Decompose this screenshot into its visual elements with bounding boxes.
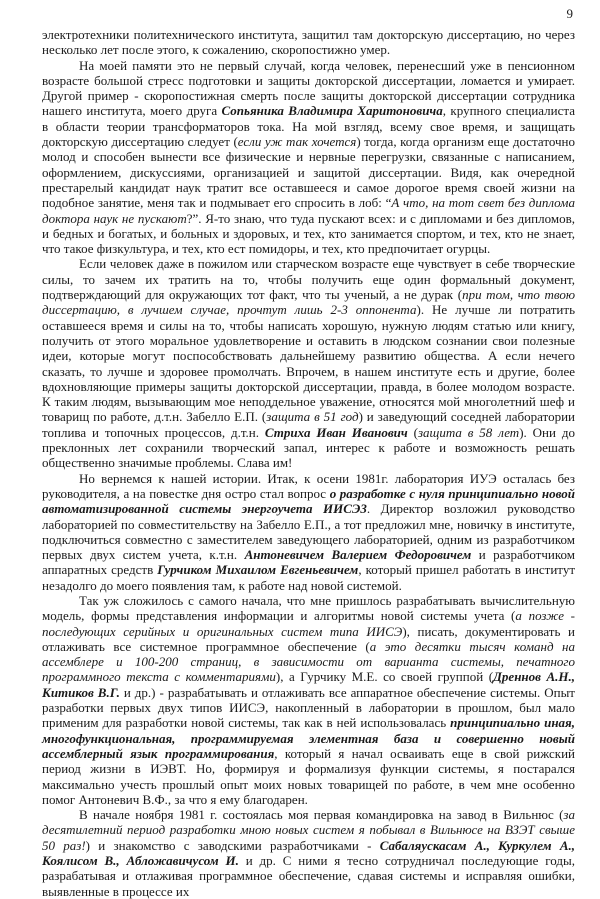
text-run: Но вернемся к нашей истории. Итак, к осени 1981г. лаборатория ИУЭ осталась без руководителя, а на повестке дня остро стал вопрос [42, 470, 575, 501]
paragraph [42, 256, 575, 470]
bold-italic-text: Сопьяника Владимира Харитоновича [221, 103, 443, 119]
text-run: . Директор возложил руководство лабораторией по совместительству на Забелло Е.П., а тот предложил мне, новичку в институте, подключиться совместно с заместителем заведующего лабораторией, одним из разработчиком первых двух систем учета, к.т.н. [42, 501, 575, 563]
text-run: ( [407, 424, 418, 440]
bold-italic-text: Дреннов А.Н., Китиков В.Г. [42, 669, 575, 700]
text-run: , который я начал осваивать еще в свой рижский период жизни в ИЭВТ. Но, формируя и формализуя функции системы, я постарался максимально учесть прошлый опыт моих новых товарищей по работе, в чем мне особенно помог Антоневич В.Ф., за что я ему благодарен. [42, 745, 576, 807]
italic-text: защита в 51 год [266, 409, 359, 425]
text-run: , крупного специалиста в области теории трансформаторов тока. На мой взгляд, всему свое время, и защищать докторскую диссертацию следует ( [42, 103, 576, 150]
text-run: На моей памяти это не первый случай, когда человек, перенесший уже в пенсионном возрасте большой стресс подготовки и защиты докторской диссертации, ломается и умирает. Другой пример - скоропостижная смерть после защиты докторской диссертации сотрудника нашего института, моего друга [42, 57, 575, 119]
paragraph [42, 27, 575, 58]
text-run: и разработчиком аппаратных средств [42, 547, 575, 578]
italic-text: за десятилетний период разработки мною новых систем я побывал в Вильнюсе на ВЗЭТ свыше 50 раз! [42, 807, 575, 853]
text-run: электротехники политехнического института, защитил там докторскую диссертацию, но через несколько лет после этого, к сожалению, скоропостижно умер. [42, 27, 575, 58]
bold-italic-text: Гурчиком Михаилом Евгеньевичем [157, 562, 359, 578]
page-number: 9 [566, 6, 573, 21]
paragraph [42, 471, 575, 593]
bold-italic-text: Антоневичем Валерием Федоровичем [244, 547, 472, 563]
text-run: ) и заведующий соседней лаборатории топлива и топочных процессов, д.т.н. [42, 409, 575, 440]
text-run: ). Они до преклонных лет сохранили творческий запал, интерес к работе и возможность решать общественно значимые проблемы. Слава им! [42, 424, 575, 471]
text-run: В начале ноября 1981 г. состоялась моя первая командировка на завод в Вильнюс ( [79, 807, 564, 823]
italic-text: при том, что твою диссертацию, в лучшем случае, прочтут лишь 2-3 оппонента [42, 287, 575, 318]
text-run: Так уж сложилось с самого начала, что мне пришлось разрабатывать вычислительную модель, формы представления информации и алгоритмы новой системы учета ( [42, 592, 575, 624]
paragraph [42, 807, 575, 899]
italic-text: защита в 58 лет [417, 424, 520, 440]
text-run: и др.) - разрабатывать и отлаживать все аппаратное обеспечение системы. Опыт разработки первых двух типов ИИСЭ, накопленный в лаборатории в прошлом, был мало применим для разработки новой системы, так как в ней использовалась [42, 684, 575, 731]
text-run: ). Не лучше ли потратить оставшееся время и силы на то, чтобы написать хорошую, нужную людям статью или книгу, получить от этого моральное удовлетворение и оставить в людском сознании свои полезные идеи, которые могут поспособствовать дальнейшему развитию общества. А если нечего сказать, то лучше и здоровее промолчать. Впрочем, в нашем институте есть и другие, более вдохновляющие примеры защиты докторской диссертации, правда, в более молодом возрасте. К таким людям, вызывающим мое неподдельное уважение, относятся мой многолетний шеф и товарищ по работе, д.т.н. Забелло Е.П. ( [42, 302, 576, 425]
paragraph [42, 593, 575, 807]
italic-text: а позже - последующих серийных и оригинальных систем типа ИИСЭ [42, 608, 576, 639]
text-run: ), писать, документировать и отлаживать все системное программное обеспечение ( [42, 623, 575, 654]
document-body [42, 27, 575, 899]
text-run: ), а Гурчику М.Е. со своей группой ( [275, 669, 494, 685]
italic-text: а это десятки тысяч команд на ассемблере и 100-200 страниц, в зависимости от варианта системы, печатного программного текста с комментариями [42, 638, 575, 685]
text-run: и др. С ними я тесно сотрудничал последующие годы, разрабатывая и отлаживая программное обеспечение, сдавая системы и исправляя ошибки, выявленные в процессе их [42, 853, 575, 899]
text-run: , который пришел работать в институт незадолго до моего появления там, к работе над новой системой. [42, 562, 575, 593]
text-run: ) тогда, когда организм еще достаточно молод и способен вынести все физические и нервные перегрузки, связанные с написанием, оформлением, дискуссиями, организацией и защитой диссертации. Видя, как очередной престарелый кандидат наук тратит все оставшееся и самое дорогое время своей жизни на подобное занятие, меня так и подмывает его спросить в лоб: “ [42, 134, 575, 211]
bold-italic-text: принципиально иная, многофункциональная, программируемая элементная база и совершенно новый ассемблерный язык программирования [42, 715, 576, 761]
italic-text: если уж так хочется [237, 134, 357, 150]
bold-italic-text: Сабаляускасам А., Куркулем А., Коялисом В., Абложавичусом И. [42, 837, 575, 869]
text-run: Если человек даже в пожилом или старческом возрасте еще чувствует в себе творческие силы, то зачем их тратить на то, чтобы получить еще один формальный документ, подтверждающий для окружающих тот факт, что ты ученый, а не дурак ( [42, 256, 575, 303]
italic-text: А что, на тот свет без диплома доктора наук не пускают [42, 195, 575, 226]
paragraph [42, 58, 575, 257]
text-run: ) и знакомство с заводскими разработчиками - [85, 837, 380, 853]
bold-italic-text: Стриха Иван Иванович [264, 424, 408, 440]
bold-italic-text: о разработке с нуля принципиально новой автоматизированной системы энергоучета ИИСЭ3 [42, 485, 575, 517]
text-run: ?”. Я-то знаю, что туда пускают всех: и с дипломами и без дипломов, и бедных и богатых, и больных и здоровых, и тех, кто занимается спортом, и тех, кто не знает, что такое физкультура, и тех, кто ест помидоры, и тех, кто предпочитает огурцы. [42, 210, 575, 257]
